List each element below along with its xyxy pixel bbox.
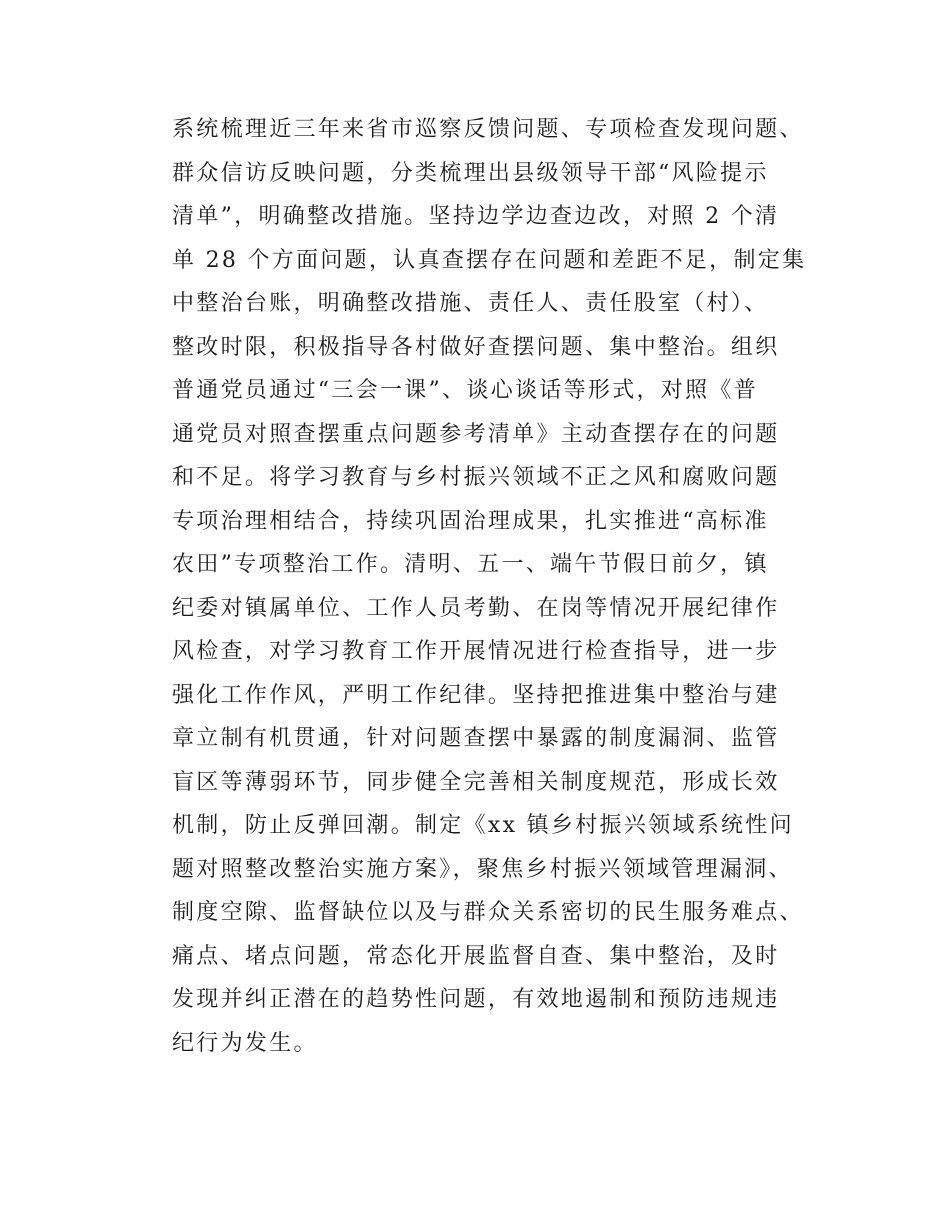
text-line: 发现并纠正潜在的趋势性问题，有效地遏制和预防违规违 [172,987,780,1012]
text-line: 群众信访反映问题，分类梳理出县级领导干部“风险提示 [172,160,769,186]
text-line: 痛点、堵点问题，常态化开展监督自查、集中整治，及时 [172,943,780,969]
text-line: 机制，防止反弹回潮。制定《xx 镇乡村振兴领域系统性问 [172,813,794,838]
text-line: 中整治台账，明确整改措施、责任人、责任股室（村）、 [172,291,769,316]
text-line: 题对照整改整治实施方案》，聚焦乡村振兴领域管理漏洞、 [172,856,793,882]
text-line: 纪委对镇属单位、工作人员考勤、在岗等情况开展纪律作 [172,595,780,621]
text-line: 专项治理相结合，持续巩固治理成果，扎实推进“高标准 [172,508,769,534]
text-line: 章立制有机贯通，针对问题查摆中暴露的制度漏洞、监管 [172,726,780,751]
text-line: 单 28 个方面问题，认真查摆存在问题和差距不足，制定集 [172,247,807,273]
text-line: 农田”专项整治工作。清明、五一、端午节假日前夕，镇 [172,552,769,577]
text-line: 系统梳理近三年来省市巡察反馈问题、专项检查发现问题、 [172,117,804,142]
text-line: 整改时限，积极指导各村做好查摆问题、集中整治。组织 [172,334,780,360]
text-line: 盲区等薄弱环节，同步健全完善相关制度规范，形成长效 [172,769,780,795]
text-line: 强化工作作风，严明工作纪律。坚持把推进集中整治与建 [172,682,780,708]
text-line: 清单”，明确整改措施。坚持边学边查边改，对照 2 个清 [172,204,780,229]
text-line: 风检查，对学习教育工作开展情况进行检查指导，进一步 [172,639,780,664]
body-paragraph [172,108,812,1065]
text-line: 纪行为发生。 [172,1030,318,1056]
text-line: 制度空隙、监督缺位以及与群众关系密切的民生服务难点、 [172,900,804,925]
text-line: 普通党员通过“三会一课”、谈心谈话等形式，对照《普 [172,378,758,403]
text-line: 和不足。将学习教育与乡村振兴领域不正之风和腐败问题 [172,465,780,490]
text-line: 通党员对照查摆重点问题参考清单》主动查摆存在的问题 [172,421,780,447]
